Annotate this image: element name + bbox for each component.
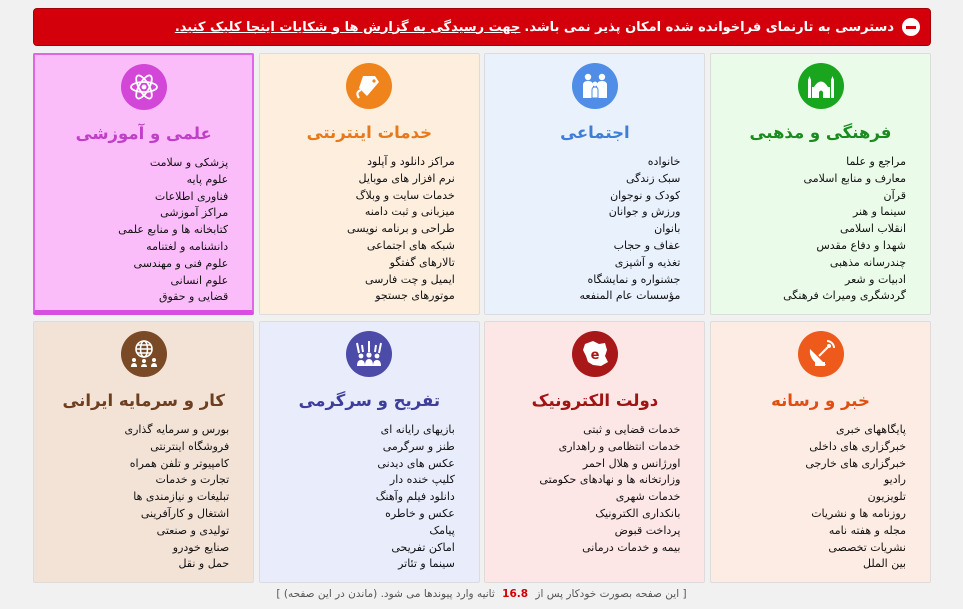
- category-link[interactable]: علوم انسانی: [43, 273, 228, 290]
- category-title[interactable]: کار و سرمایه ایرانی: [62, 391, 225, 410]
- category-link[interactable]: پرداخت قبوض: [493, 523, 680, 540]
- category-card[interactable]: [710, 53, 931, 315]
- category-link[interactable]: تغذیه و آشپزی: [493, 255, 680, 272]
- category-link-list: [711, 422, 930, 573]
- category-card[interactable]: [259, 321, 480, 583]
- category-link[interactable]: بازیهای رایانه ای: [268, 422, 455, 439]
- redirect-text-before: [ این صفحه بصورت خودکار پس از: [535, 588, 687, 600]
- category-link-list: [485, 154, 704, 305]
- category-link[interactable]: ادبیات و شعر: [719, 272, 906, 289]
- atom-icon: [121, 64, 167, 110]
- category-link[interactable]: رادیو: [719, 472, 906, 489]
- access-denied-message: دسترسی به تارنمای فراخوانده شده امکان پذیر نمی باشد.: [524, 19, 894, 35]
- category-link[interactable]: علوم پایه: [43, 172, 228, 189]
- category-link[interactable]: چندرسانه مذهبی: [719, 255, 906, 272]
- category-link[interactable]: خبرگزاری های داخلی: [719, 439, 906, 456]
- category-link[interactable]: فناوری اطلاعات: [43, 189, 228, 206]
- iran-map-e-icon: [572, 331, 618, 377]
- category-link[interactable]: تلویزیون: [719, 489, 906, 506]
- category-link[interactable]: انقلاب اسلامی: [719, 221, 906, 238]
- category-title[interactable]: خدمات اینترنتی: [306, 123, 432, 142]
- category-link[interactable]: نرم افزار های موبایل: [268, 171, 455, 188]
- category-link[interactable]: تجارت و خدمات: [42, 472, 229, 489]
- category-link[interactable]: سینما و هنر: [719, 204, 906, 221]
- category-link[interactable]: معارف و منابع اسلامی: [719, 171, 906, 188]
- redirect-footer: [0, 588, 963, 606]
- category-link[interactable]: کتابخانه ها و منابع علمی: [43, 222, 228, 239]
- category-title[interactable]: اجتماعی: [560, 123, 630, 142]
- category-link[interactable]: طنز و سرگرمی: [268, 439, 455, 456]
- redirect-countdown: 16.8: [502, 588, 529, 600]
- category-link[interactable]: حمل و نقل: [42, 556, 229, 573]
- category-grid: [33, 53, 931, 583]
- category-title[interactable]: فرهنگی و مذهبی: [749, 123, 892, 142]
- category-link[interactable]: مجله و هفته نامه: [719, 523, 906, 540]
- category-link[interactable]: بیمه و خدمات درمانی: [493, 540, 680, 557]
- category-link[interactable]: اشتغال و کارآفرینی: [42, 506, 229, 523]
- category-link-list: [34, 422, 253, 573]
- category-link[interactable]: موتورهای جستجو: [268, 288, 455, 305]
- category-link[interactable]: عکس های دیدنی: [268, 456, 455, 473]
- category-link[interactable]: عکس و خاطره: [268, 506, 455, 523]
- category-link[interactable]: ورزش و جوانان: [493, 204, 680, 221]
- category-link[interactable]: تالارهای گفتگو: [268, 255, 455, 272]
- category-link[interactable]: نشریات تخصصی: [719, 540, 906, 557]
- category-link[interactable]: فروشگاه اینترنتی: [42, 439, 229, 456]
- category-link[interactable]: کامپیوتر و تلفن همراه: [42, 456, 229, 473]
- mosque-icon: [798, 63, 844, 109]
- category-link[interactable]: تبلیغات و نیازمندی ها: [42, 489, 229, 506]
- category-link[interactable]: سبک زندگی: [493, 171, 680, 188]
- category-link[interactable]: قضایی و حقوق: [43, 289, 228, 306]
- category-link-list: [35, 155, 252, 306]
- category-link[interactable]: تولیدی و صنعتی: [42, 523, 229, 540]
- no-entry-icon: [902, 18, 920, 36]
- category-link[interactable]: گردشگری ومیراث فرهنگی: [719, 288, 906, 305]
- category-link[interactable]: کلیپ خنده دار: [268, 472, 455, 489]
- category-link[interactable]: پیامک: [268, 523, 455, 540]
- category-link-list: [711, 154, 930, 305]
- category-link[interactable]: وزارتخانه ها و نهادهای حکومتی: [493, 472, 680, 489]
- category-card[interactable]: [33, 53, 254, 315]
- satellite-dish-icon: [798, 331, 844, 377]
- category-link[interactable]: طراحی و برنامه نویسی: [268, 221, 455, 238]
- category-link[interactable]: بانکداری الکترونیک: [493, 506, 680, 523]
- category-link[interactable]: خدمات قضایی و ثبتی: [493, 422, 680, 439]
- category-link[interactable]: خدمات سایت و وبلاگ: [268, 188, 455, 205]
- category-link[interactable]: خدمات انتظامی و راهداری: [493, 439, 680, 456]
- category-link[interactable]: مراجع و علما: [719, 154, 906, 171]
- category-link[interactable]: مؤسسات عام المنفعه: [493, 288, 680, 305]
- category-link[interactable]: جشنواره و نمایشگاه: [493, 272, 680, 289]
- category-link[interactable]: خانواده: [493, 154, 680, 171]
- category-link[interactable]: علوم فنی و مهندسی: [43, 256, 228, 273]
- category-link[interactable]: سینما و تئاتر: [268, 556, 455, 573]
- category-link[interactable]: مراکز دانلود و آپلود: [268, 154, 455, 171]
- svg-text:e: e: [590, 348, 600, 363]
- category-card[interactable]: [484, 321, 705, 583]
- category-link[interactable]: بانوان: [493, 221, 680, 238]
- category-card[interactable]: [259, 53, 480, 315]
- family-icon: [572, 63, 618, 109]
- category-link[interactable]: بورس و سرمایه گذاری: [42, 422, 229, 439]
- category-link[interactable]: پزشکی و سلامت: [43, 155, 228, 172]
- category-link-list: [260, 154, 479, 305]
- globe-people-icon: [121, 331, 167, 377]
- redirect-text-after[interactable]: ثانیه وارد پیوندها می شود. (ماندن در این صفحه) ]: [276, 588, 495, 600]
- category-link[interactable]: روزنامه ها و نشریات: [719, 506, 906, 523]
- category-link[interactable]: شهدا و دفاع مقدس: [719, 238, 906, 255]
- report-complaint-link[interactable]: جهت رسیدگی به گزارش ها و شکایات اینجا کلیک کنید.: [174, 19, 521, 35]
- category-card[interactable]: [710, 321, 931, 583]
- category-title[interactable]: علمی و آموزشی: [75, 124, 212, 143]
- mouse-tag-icon: [346, 63, 392, 109]
- category-link[interactable]: دانشنامه و لغتنامه: [43, 239, 228, 256]
- category-link[interactable]: ایمیل و چت فارسی: [268, 272, 455, 289]
- category-link[interactable]: بین الملل: [719, 556, 906, 573]
- category-link[interactable]: میزبانی و ثبت دامنه: [268, 204, 455, 221]
- category-title[interactable]: دولت الکترونیک: [531, 391, 659, 410]
- category-link[interactable]: اورژانس و هلال احمر: [493, 456, 680, 473]
- crowd-hands-icon: [346, 331, 392, 377]
- category-link[interactable]: شبکه های اجتماعی: [268, 238, 455, 255]
- category-link[interactable]: قرآن: [719, 188, 906, 205]
- category-link[interactable]: مراکز آموزشی: [43, 205, 228, 222]
- category-link-list: [485, 422, 704, 556]
- category-card[interactable]: [33, 321, 254, 583]
- category-link[interactable]: پایگاههای خبری: [719, 422, 906, 439]
- category-link[interactable]: خدمات شهری: [493, 489, 680, 506]
- access-denied-banner: [33, 8, 931, 46]
- category-link[interactable]: اماکن تفریحی: [268, 540, 455, 557]
- category-link[interactable]: عفاف و حجاب: [493, 238, 680, 255]
- category-link[interactable]: صنایع خودرو: [42, 540, 229, 557]
- category-link[interactable]: دانلود فیلم وآهنگ: [268, 489, 455, 506]
- category-link-list: [260, 422, 479, 573]
- category-link[interactable]: کودک و نوجوان: [493, 188, 680, 205]
- category-card[interactable]: [484, 53, 705, 315]
- category-title[interactable]: تفریح و سرگرمی: [298, 391, 441, 410]
- category-title[interactable]: خبر و رسانه: [771, 391, 870, 410]
- category-link[interactable]: خبرگزاری های خارجی: [719, 456, 906, 473]
